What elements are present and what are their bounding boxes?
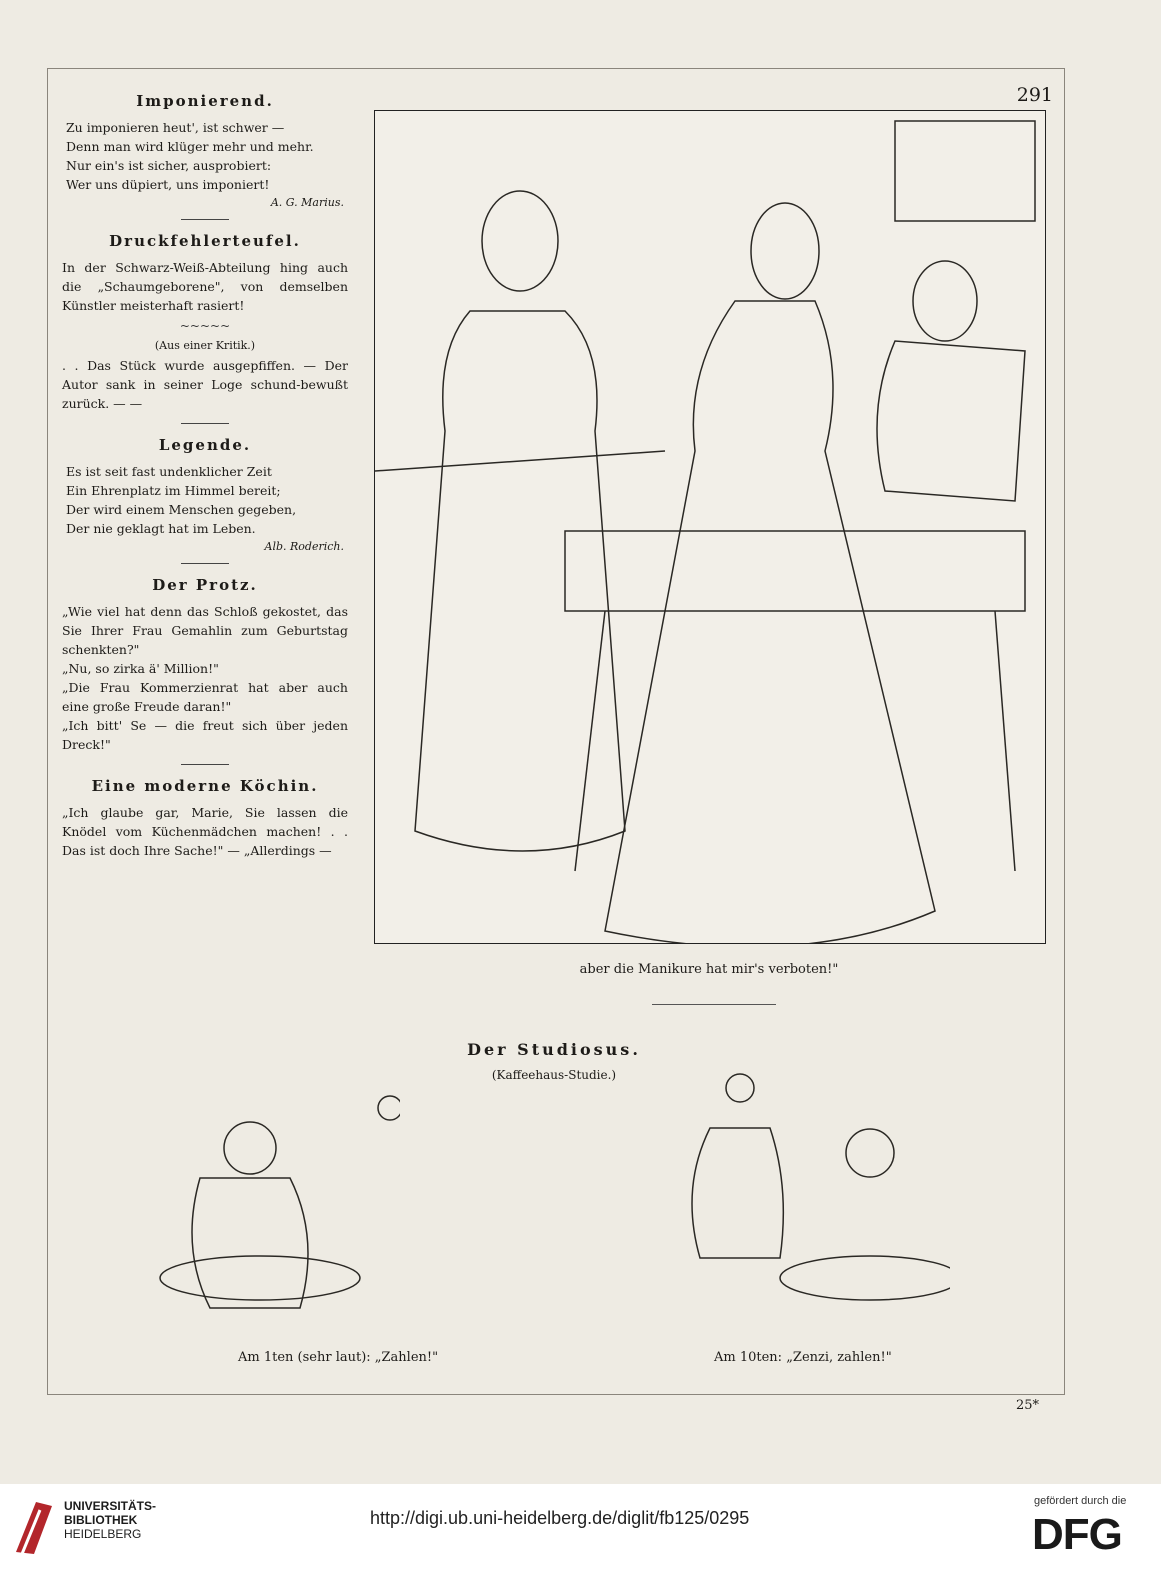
legende-title: Legende.: [158, 436, 252, 454]
divider: [181, 764, 229, 765]
verse-line: Es ist seit fast undenklicher Zeit: [66, 464, 272, 479]
studiosus-caption-left: Am 1ten (sehr laut): „Zahlen!": [238, 1350, 439, 1365]
studiosus-left-illustration: [90, 1068, 400, 1338]
divider: [181, 219, 229, 220]
imponierend-verse: [62, 118, 348, 194]
library-line: UNIVERSITÄTS-: [64, 1499, 157, 1513]
druckfehler-text2: . . Das Stück wurde ausgepfiffen. — Der Autor sank in seiner Loge schund-bewußt zurück. — —: [62, 358, 348, 411]
text-column: [62, 92, 348, 860]
library-logo-icon[interactable]: [12, 1496, 56, 1558]
druckfehler-text: In der Schwarz-Weiß-Abteilung hing auch die „Schaumgeborene", von demselben Künstler meisterhaft rasiert!: [62, 260, 348, 313]
protz-para: „Die Frau Kommerzienrat hat aber auch eine große Freude daran!": [62, 680, 348, 714]
protz-para: „Nu, so zirka ä' Million!": [62, 661, 219, 676]
druckfehler-source: (Aus einer Kritik.): [154, 339, 256, 352]
protz-para: „Wie viel hat denn das Schloß gekostet, das Sie Ihrer Frau Gemahlin zum Geburtstag schenkten?": [62, 604, 348, 657]
library-line: HEIDELBERG: [64, 1527, 142, 1541]
ornament-divider: ~~~~~: [179, 319, 231, 333]
verse-line: Zu imponieren heut', ist schwer —: [66, 120, 285, 135]
sheet-mark: 25*: [1015, 1398, 1039, 1413]
protz-para: „Ich bitt' Se — die freut sich über jeden Dreck!": [62, 718, 348, 752]
verse-line: Ein Ehrenplatz im Himmel bereit;: [66, 483, 281, 498]
studiosus-caption-right: Am 10ten: „Zenzi, zahlen!": [714, 1350, 892, 1365]
illustration-studiosus-icon: [640, 1068, 950, 1338]
divider: [181, 423, 229, 424]
druckfehler-title: Druckfehlerteufel.: [109, 232, 301, 250]
illustration-kitchen-icon: [375, 111, 1045, 943]
permalink-url[interactable]: http://digi.ub.uni-heidelberg.de/diglit/fb125/0295: [370, 1508, 750, 1528]
divider: [181, 563, 229, 564]
studiosus-title: Der Studiosus.: [467, 1040, 641, 1059]
verse-line: Nur ein's ist sicher, ausprobiert:: [66, 158, 272, 173]
koechin-text: „Ich glaube gar, Marie, Sie lassen die Knödel vom Küchenmädchen machen! . . Das ist doch Ihre Sache!" — „Allerdings —: [62, 805, 348, 858]
studiosus-right-illustration: [640, 1068, 950, 1338]
caption-rule: [652, 1004, 776, 1005]
koechin-title: Eine moderne Köchin.: [91, 777, 319, 795]
imponierend-author: A. G. Marius.: [270, 196, 344, 209]
illustration-studiosus-icon: [90, 1068, 400, 1338]
legende-author: Alb. Roderich.: [264, 540, 344, 553]
funded-by-label: gefördert durch die: [1034, 1495, 1127, 1507]
dfg-logo[interactable]: DFG: [1032, 1510, 1122, 1559]
protz-title: Der Protz.: [152, 576, 258, 594]
studiosus-subtitle: (Kaffeehaus-Studie.): [491, 1068, 617, 1082]
library-name[interactable]: [64, 1499, 156, 1541]
kitchen-illustration: [374, 110, 1046, 944]
legende-verse: [62, 462, 348, 538]
imponierend-title: Imponierend.: [136, 92, 274, 110]
verse-line: Der wird einem Menschen gegeben,: [66, 502, 297, 517]
main-caption: aber die Manikure hat mir's verboten!": [579, 962, 839, 977]
library-line: BIBLIOTHEK: [64, 1513, 138, 1527]
page-number: 291: [1016, 84, 1053, 106]
verse-line: Wer uns düpiert, uns imponiert!: [66, 177, 270, 192]
verse-line: Denn man wird klüger mehr und mehr.: [66, 139, 314, 154]
verse-line: Der nie geklagt hat im Leben.: [66, 521, 256, 536]
